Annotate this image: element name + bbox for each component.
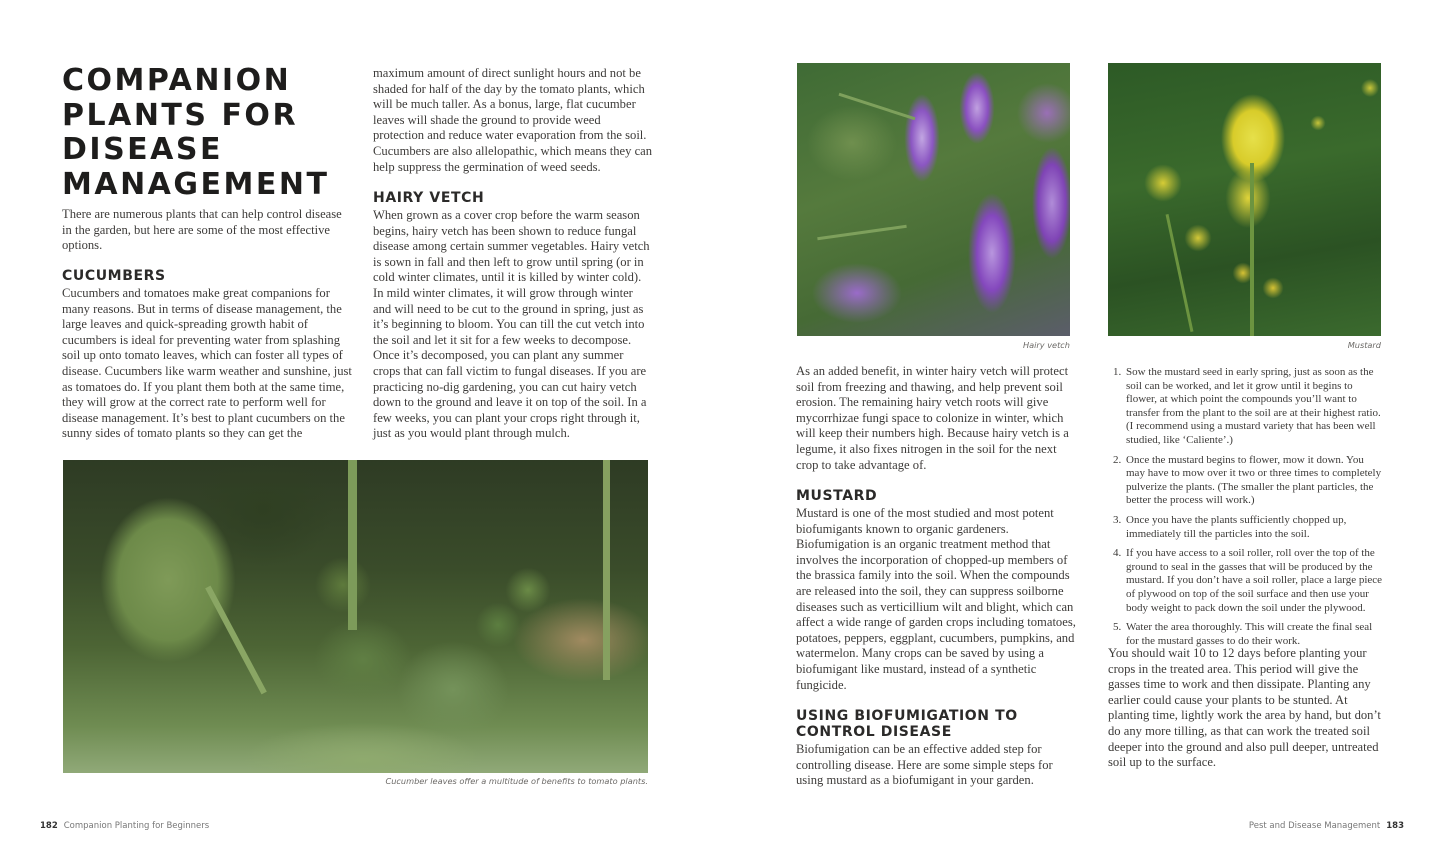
book-title: Companion Planting for Beginners [63, 821, 210, 831]
section-heading-biofumigation [796, 708, 1076, 740]
title-line: DISEASE [62, 132, 223, 167]
closing-paragraph: You should wait 10 to 12 days before planting your crops in the treated area. This period will give the gasses time to work and then dissipate. Planting any earlier could cause your plants to be stunted. At planting time, lightly work the area by hand, but don’t do any more tilling, as that can work the treated soil deeper into the ground and also pull deeper, untreated soil up to the surface. [1108, 646, 1381, 770]
title-line: MANAGEMENT [62, 166, 330, 202]
step-number: 1. [1113, 366, 1122, 378]
step-number: 4. [1113, 547, 1122, 560]
list-item [1108, 514, 1383, 541]
step-text: Sow the mustard seed in early spring, just as soon as the soil can be worked, and let it grow until it begins to flower, at which point the compounds you’ll want to transfer from the plant to the soil are at their highest ratio. (I recommend using a mustard variety that has been well studied, like ‘Caliente’.) [1126, 366, 1381, 446]
list-item [1108, 621, 1383, 648]
biofumigation-paragraph: Biofumigation can be an effective added step for controlling disease. Here are some simple steps for using mustard as a biofumigant in your garden. [796, 742, 1053, 788]
hairy-vetch-photo [797, 63, 1070, 336]
cucumbers-paragraph-continued: maximum amount of direct sunlight hours and not be shaded for half of the day by the tomato plants, which will be much taller. As a bonus, large, flat cucumber leaves will shade the ground to provide weed protection and reduce water evaporation from the soil. Cucumbers are also allelopathic, which means they can help suppress the germination of weed seeds. [373, 66, 653, 174]
page-title [62, 64, 362, 202]
page-number: 183 [1386, 821, 1404, 831]
cucumbers-continued [373, 66, 653, 175]
list-item [1108, 454, 1383, 508]
mustard-caption: Mustard [1347, 340, 1381, 350]
hairy-vetch-paragraph: When grown as a cover crop before the warm season begins, hairy vetch has been shown to reduce fungal disease among certain summer vegetables. Hairy vetch is sown in fall and then left to grow until spring (or in cold winter climates, until it is killed by winter cold). In mild winter climates, it will grow through winter and will need to be cut to the ground in spring, just as it’s beginning to bloom. You can till the cut vetch into the soil and let it sit for a few weeks to decompose. Once it’s decomposed, you can plant any summer crops that can fall victim to fungal diseases. If you are practicing no-dig gardening, you can cut hairy vetch down to the ground and leave it on top of the soil. In a few weeks, you can plant your crops right through it, just as you would plant through mulch. [373, 208, 650, 441]
cucumber-tomato-photo [63, 460, 648, 773]
section-heading-hairy-vetch: HAIRY VETCH [373, 190, 485, 206]
list-item [1108, 366, 1383, 448]
mustard-paragraph: Mustard is one of the most studied and most potent biofumigants known to organic gardeners. Biofumigation is an organic treatment method that involves the incorporation of chopped-up members of the brassica family into the soil. When the compounds are released into the soil, they can suppress soilborne diseases such as verticillium wilt and blight, which can affect a wide range of garden crops including tomatoes, potatoes, peppers, eggplant, cucumbers, pumpkins, and watermelon. Many crops can be saved by using a biofumigant like mustard, instead of a synthetic fungicide. [796, 506, 1076, 692]
section-title: Pest and Disease Management [1248, 821, 1381, 831]
mustard-section [796, 488, 1076, 693]
title-line: PLANTS FOR [62, 97, 299, 133]
closing-section [1108, 646, 1383, 771]
heading-line: CONTROL DISEASE [796, 724, 952, 740]
step-text: If you have access to a soil roller, roll over the top of the ground to seal in the gasses that will be produced by the mustard. If you don’t have a soil roller, place a large piece of plywood on top of the soil surface and then use your body weight to pack down the soil under the plywood. [1126, 547, 1383, 614]
biofumigation-steps [1108, 366, 1383, 654]
intro-paragraph: There are numerous plants that can help control disease in the garden, but here are some of the most effective options. [62, 207, 342, 253]
step-text: Once the mustard begins to flower, mow it down. You may have to mow over it two or three times to completely pulverize the plants. (The smaller the plant particles, the better the process will work.) [1126, 453, 1382, 507]
list-item [1108, 547, 1383, 615]
hairy-vetch-continued [796, 364, 1071, 473]
title-line: COMPANION [62, 63, 292, 98]
step-number: 5. [1113, 621, 1122, 634]
section-heading-mustard: MUSTARD [796, 488, 878, 504]
cucumbers-section [62, 268, 352, 442]
step-text: Water the area thoroughly. This will create the final seal for the mustard gasses to do their work. [1126, 621, 1373, 647]
steps-list [1108, 366, 1383, 648]
mustard-photo [1108, 63, 1381, 336]
section-heading-cucumbers: CUCUMBERS [62, 268, 166, 284]
cucumbers-paragraph: Cucumbers and tomatoes make great companions for many reasons. But in terms of disease management, the large leaves and quick-spreading growth habit of cucumbers is ideal for preventing water from splashing soil up onto tomato leaves, which can foster all types of disease. Cucumbers like warm weather and sunshine, just as tomatoes do. If you plant them both at the same time, they will grow at the correct rate to perform well for disease management. It’s best to plant cucumbers on the sunny sides of tomato plants so they can get the [62, 286, 352, 441]
left-page-footer [40, 821, 209, 831]
hairy-vetch-benefit-paragraph: As an added benefit, in winter hairy vetch will protect soil from freezing and thawing, and help prevent soil erosion. The remaining hairy vetch roots will give mycorrhizae fungi space to colonize in winter, which will keep their numbers high. Because hairy vetch is a legume, it also fixes nitrogen in the soil for the next crop to take advantage of. [796, 364, 1069, 472]
step-number: 3. [1113, 513, 1122, 526]
step-text: Once you have the plants sufficiently chopped up, immediately till the particles into the soil. [1126, 513, 1347, 540]
biofumigation-section [796, 708, 1076, 789]
page-number: 182 [40, 821, 58, 831]
heading-line: USING BIOFUMIGATION TO [796, 708, 1018, 724]
intro-block [62, 207, 352, 254]
hairy-vetch-section [373, 190, 653, 442]
right-page-footer [1249, 821, 1404, 831]
cucumber-photo-caption: Cucumber leaves offer a multitude of benefits to tomato plants. [385, 776, 648, 786]
hairy-vetch-caption: Hairy vetch [1022, 340, 1070, 350]
step-number: 2. [1113, 453, 1122, 466]
